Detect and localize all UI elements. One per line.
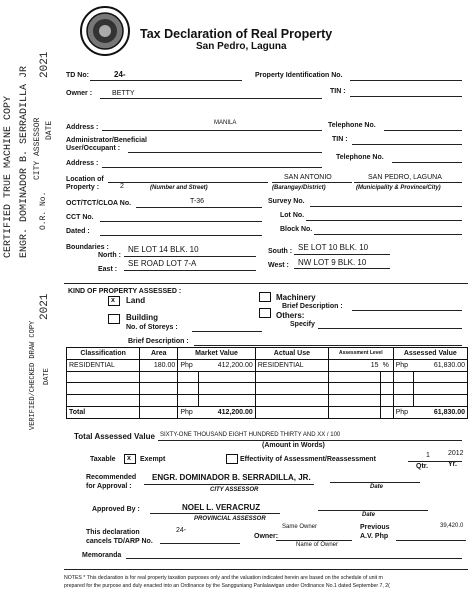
col-market-value: Market Value — [178, 348, 255, 360]
cell-use: RESIDENTIAL — [255, 359, 328, 371]
total-assessed-words: SIXTY-ONE THOUSAND EIGHT HUNDRED THIRTY AND XX / 100 — [160, 432, 341, 438]
cell-area: 180.00 — [140, 359, 178, 371]
qtr-label: Qtr. — [416, 463, 429, 470]
oct-value: T-36 — [190, 198, 205, 205]
same-owner-value: Same Owner — [282, 524, 318, 530]
cell-pct: % — [381, 359, 394, 371]
table-total-row — [67, 407, 468, 419]
effectivity-checkbox[interactable] — [226, 454, 238, 464]
address2-label: Address : — [66, 160, 99, 167]
certified-stamp: CERTIFIED TRUE MACHINE COPY — [3, 95, 14, 258]
barangay-value: SAN ANTONIO — [284, 174, 332, 181]
west-label: West : — [268, 262, 289, 269]
name-of-owner-label: Name of Owner — [296, 542, 339, 548]
previous-label: Previous — [360, 524, 390, 531]
west-value: NW LOT 9 BLK. 10 — [298, 258, 367, 267]
lot-label: Lot No. — [280, 212, 305, 219]
city-seal-logo — [80, 6, 130, 56]
table-row — [67, 359, 468, 371]
municipality-value: SAN PEDRO, LAGUNA — [368, 174, 442, 181]
tin2-label: TIN : — [332, 136, 348, 143]
col-assessed-value: Assessed Value — [393, 348, 467, 360]
td-no-value: 24- — [114, 70, 126, 79]
effectivity-qtr: 1 — [426, 452, 430, 459]
south-label: South : — [268, 248, 293, 255]
total-assessed-label: Total Assessed Value — [74, 432, 155, 441]
stamp-assessor-title: CITY ASSESSOR — [33, 117, 42, 180]
cell-assessed: 61,830.00 — [414, 359, 468, 371]
stamp-assessor-name: ENGR. DOMINADOR B. SERRADILLA JR — [19, 65, 30, 258]
form-title: Tax Declaration of Real Property — [140, 27, 333, 41]
amount-in-words-label: (Amount in Words) — [262, 442, 325, 449]
building-label: Building — [126, 313, 158, 322]
east-label: East : — [98, 266, 118, 273]
av-php-label: A.V. Php — [360, 533, 389, 540]
location-label: Location of — [66, 176, 104, 183]
brief-description-label: Brief Description : — [128, 338, 189, 345]
admin-label2: User/Occupant : — [66, 145, 121, 152]
machinery-brief-label: Brief Description : — [282, 303, 343, 310]
machinery-label: Machinery — [276, 293, 316, 302]
approver-title: PROVINCIAL ASSESSOR — [194, 516, 266, 522]
telephone-label: Telephone No. — [328, 122, 376, 129]
exempt-label: Exempt — [140, 456, 166, 463]
cct-label: CCT No. — [66, 214, 94, 221]
td-no-label: TD No: — [66, 72, 89, 79]
address-label: Address : — [66, 124, 99, 131]
table-row — [67, 395, 468, 407]
north-value: NE LOT 14 BLK. 10 — [128, 245, 199, 254]
land-check-mark: x — [111, 297, 115, 304]
recommender-name: ENGR. DOMINADOR B. SERRADILLA, JR. — [152, 473, 311, 482]
col-classification: Classification — [67, 348, 140, 360]
others-checkbox[interactable] — [259, 308, 271, 318]
approver-name: NOEL L. VERACRUZ — [182, 503, 261, 512]
south-value: SE LOT 10 BLK. 10 — [298, 243, 369, 252]
cell-market: 412,200.00 — [198, 359, 255, 371]
exempt-check-mark: x — [127, 455, 131, 462]
owner2-label: Owner: — [254, 533, 279, 540]
effectivity-yr: 2012 — [448, 450, 464, 457]
stamp-date-label: DATE — [45, 120, 54, 140]
col-area: Area — [140, 348, 178, 360]
cell-total-market: 412,200.00 — [198, 407, 255, 419]
telephone2-label: Telephone No. — [336, 154, 384, 161]
owner-label: Owner : — [66, 90, 93, 97]
assessment-table — [66, 347, 468, 419]
previous-av-value: 39,420.0 — [440, 523, 464, 529]
cell-php1: Php — [178, 359, 199, 371]
cell-total-php2: Php — [393, 407, 414, 419]
cell-total-php: Php — [178, 407, 199, 419]
dated-label: Dated : — [66, 228, 90, 235]
cell-php2: Php — [393, 359, 414, 371]
approve-date-label: Date — [362, 512, 376, 518]
effectivity-label: Effectivity of Assessment/Reassessment — [240, 456, 376, 463]
notes-line1: NOTES * This declaration is for real property taxation purposes only and the valuation indicated herein are based on the schedule of unit m — [64, 575, 383, 581]
block-label: Block No. — [280, 226, 313, 233]
cancels-label2: cancels TD/ARP No. — [86, 538, 153, 545]
east-value: SE ROAD LOT 7-A — [128, 259, 197, 268]
yr-label: Yr. — [448, 461, 457, 468]
recommended-label: Recommended — [86, 474, 137, 481]
recommend-date-label: Date — [370, 484, 384, 490]
barangay-label: (Barangay/District) — [272, 185, 326, 191]
cell-level: 15 — [329, 359, 381, 371]
for-approval-label: for Approval : — [86, 483, 132, 490]
building-checkbox[interactable] — [108, 314, 120, 324]
machinery-checkbox[interactable] — [259, 292, 271, 302]
col-assessment-level: Assessment Level — [329, 348, 394, 360]
storeys-label: No. of Storeys : — [126, 324, 178, 331]
street-label: (Number and Street) — [150, 185, 208, 191]
table-row — [67, 371, 468, 383]
cell-total-assessed: 61,830.00 — [414, 407, 468, 419]
cancels-td-no: 24- — [176, 527, 187, 534]
survey-label: Survey No. — [268, 198, 305, 205]
approved-by-label: Approved By : — [92, 506, 140, 513]
others-label: Others: — [276, 311, 305, 320]
boundaries-label: Boundaries : — [66, 244, 109, 251]
stamp-year-top: 2021 — [39, 51, 51, 78]
location-no: 2 — [120, 183, 124, 190]
stamp-date2: DATE — [43, 368, 51, 385]
col-actual-use: Actual Use — [255, 348, 328, 360]
form-subtitle: San Pedro, Laguna — [196, 41, 287, 52]
table-row — [67, 383, 468, 395]
municipality-label: (Municipality & Province/City) — [356, 185, 441, 191]
oct-label: OCT/TCT/CLOA No. — [66, 200, 132, 207]
specify-label: Specify — [290, 321, 315, 328]
cancels-label1: This declaration — [86, 529, 140, 536]
tin-label: TIN : — [330, 88, 346, 95]
memoranda-label: Memoranda — [82, 552, 122, 559]
notes-line2: prepared for the purpose and duly enacted into an Ordinance by the Sangguniang Panlalawigan under Ordinance No.1 dated September 7, 2( — [64, 583, 390, 589]
table-header-row — [67, 348, 468, 360]
kind-title: KIND OF PROPERTY ASSESSED : — [68, 288, 182, 295]
address-value: MANILA — [214, 120, 237, 126]
recommender-title: CITY ASSESSOR — [210, 487, 259, 493]
admin-label: Administrator/Beneficial — [66, 137, 147, 144]
cell-classification: RESIDENTIAL — [67, 359, 140, 371]
north-label: North : — [98, 252, 121, 259]
property-id-label: Property Identification No. — [255, 72, 343, 79]
stamp-verified: VERIFIED/CHECKED DRAW COPY — [29, 320, 37, 430]
owner-value: BETTY — [112, 90, 135, 97]
stamp-year-bottom: 2021 — [39, 293, 51, 320]
cell-total-label: Total — [67, 407, 140, 419]
land-label: Land — [126, 296, 146, 305]
taxable-label: Taxable — [90, 456, 116, 463]
property-label: Property : — [66, 184, 100, 191]
stamp-or-no: O.R. No. — [39, 191, 48, 230]
